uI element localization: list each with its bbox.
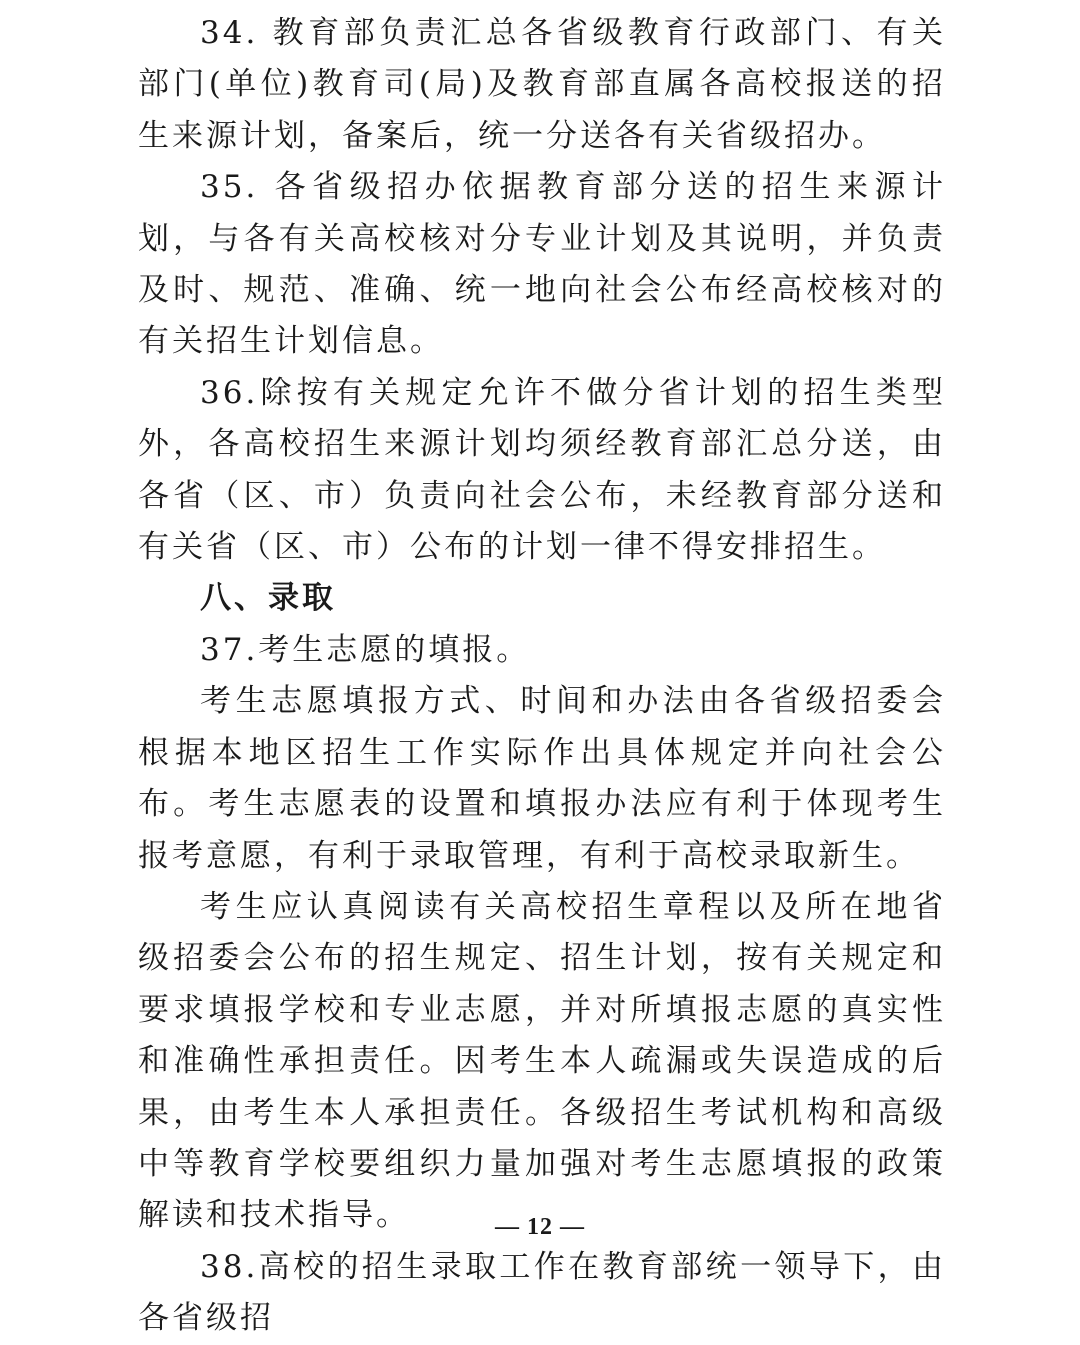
paragraph-36: 36.除按有关规定允许不做分省计划的招生类型外，各高校招生来源计划均须经教育部汇总分送，由各省（区、市）负责向社会公布，未经教育部分送和有关省（区、市）公布的计划一律不得安排招生。 (138, 374, 946, 566)
item-37-paragraph-1: 考生志愿填报方式、时间和办法由各省级招委会根据本地区招生工作实际作出具体规定并向社会公布。考生志愿表的设置和填报办法应有利于体现考生报考意愿，有利于录取管理，有利于高校录取新生。 (138, 683, 946, 874)
item-37-title: 37.考生志愿的填报。 (200, 631, 531, 668)
paragraph-34: 34. 教育部负责汇总各省级教育行政部门、有关部门(单位)教育司(局)及教育部直属各高校报送的招生来源计划，备案后，统一分送各有关省级招办。 (138, 15, 946, 154)
item-37-paragraph-2: 考生应认真阅读有关高校招生章程以及所在地省级招委会公布的招生规定、招生计划，按有关规定和要求填报学校和专业志愿，并对所填报志愿的真实性和准确性承担责任。因考生本人疏漏或失误造成的后果，由考生本人承担责任。各级招生考试机构和高级中等教育学校要组织力量加强对考生志愿填报的政策解读和技术指导。 (138, 888, 946, 1234)
section-heading-admission: 八、录取 (200, 580, 336, 617)
page-number: — 12 — (495, 1214, 585, 1240)
document-body (138, 8, 946, 1345)
paragraph-35: 35. 各省级招办依据教育部分送的招生来源计划，与各有关高校核对分专业计划及其说明，并负责及时、规范、准确、统一地向社会公布经高校核对的有关招生计划信息。 (138, 169, 946, 360)
paragraph-38: 38.高校的招生录取工作在教育部统一领导下，由各省级招 (138, 1248, 946, 1337)
